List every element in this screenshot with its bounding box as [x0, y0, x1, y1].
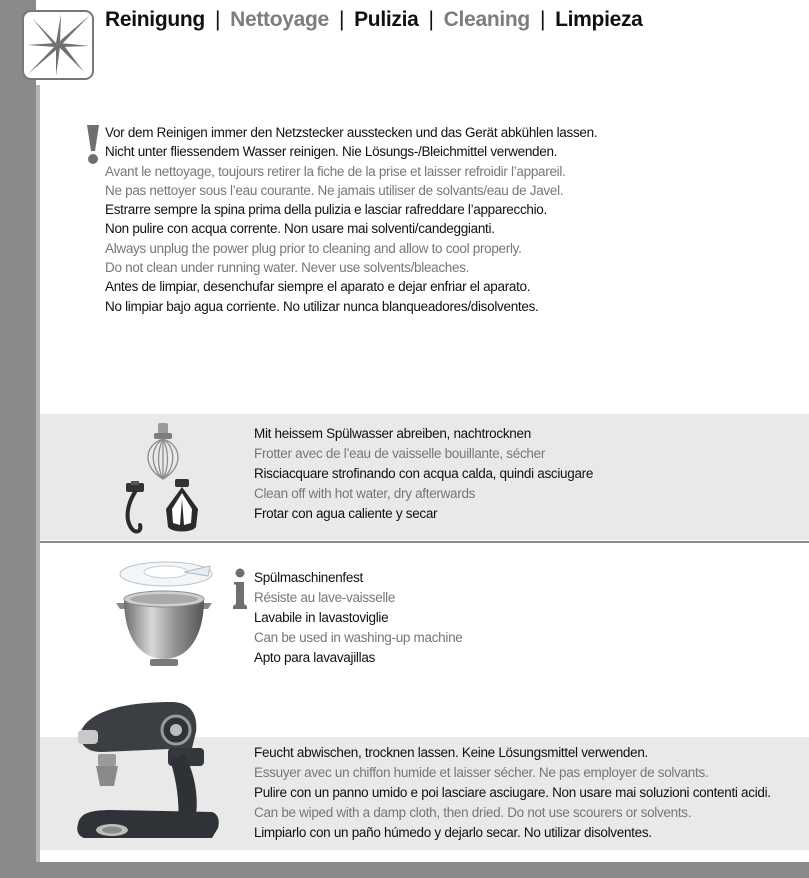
stand-mixer-image — [72, 694, 222, 859]
instruction-line: Feucht abwischen, trocknen lassen. Keine Lösungsmittel verwenden. — [254, 745, 648, 760]
flat-beater-image — [160, 479, 204, 542]
warning-line: Nicht unter fliessendem Wasser reinigen. Nie Lösungs-/Bleichmittel verwenden. — [105, 144, 558, 160]
sparkle-star-icon — [24, 12, 92, 78]
machine-body-instructions — [254, 743, 771, 843]
safety-warning-text — [105, 123, 597, 316]
instruction-line: Spülmaschinenfest — [254, 570, 363, 585]
bowl-instructions — [254, 568, 463, 668]
instruction-line: Frotar con agua caliente y secar — [254, 506, 438, 521]
warning-line: Estrarre sempre la spina prima della pulizia e lasciar rafreddare l’apparecchio. — [105, 202, 547, 218]
dough-hook-image — [118, 481, 154, 542]
title-german: Reinigung — [105, 8, 205, 31]
title-separator: | — [539, 8, 546, 31]
title-italian: Pulizia — [354, 8, 419, 31]
mixing-bowl-image — [114, 585, 214, 676]
warning-line: Do not clean under running water. Never use solvents/bleaches. — [105, 260, 470, 276]
warning-line: Vor dem Reinigen immer den Netzstecker ausstecken und das Gerät abkühlen lassen. — [105, 125, 598, 140]
title-french: Nettoyage — [230, 8, 329, 31]
info-icon — [232, 568, 248, 615]
warning-line: Non pulire con acqua corrente. Non usare mai solventi/candeggianti. — [105, 221, 495, 237]
instruction-line: Limpiarlo con un paño húmedo y dejarlo secar. No utilizar disolventes. — [254, 825, 652, 840]
instruction-line: Lavabile in lavastoviglie — [254, 610, 389, 625]
instruction-line: Can be wiped with a damp cloth, then dried. Do not use scourers or solvents. — [254, 805, 692, 820]
instruction-line: Clean off with hot water, dry afterwards — [254, 486, 476, 501]
warning-line: No limpiar bajo agua corriente. No utilizar nunca blanqueadores/disolventes. — [105, 298, 539, 314]
accessories-instructions — [254, 424, 593, 524]
instruction-line: Apto para lavavajillas — [254, 650, 375, 665]
title-spanish: Limpieza — [555, 8, 643, 31]
warning-line: Always unplug the power plug prior to cleaning and allow to cool properly. — [105, 240, 522, 256]
instruction-line: Pulire con un panno umido e poi lasciare asciugare. Non usare mai soluzioni contenti acidi. — [254, 785, 771, 800]
instruction-line: Résiste au lave-vaisselle — [254, 590, 396, 605]
warning-line: Ne pas nettoyer sous l’eau courante. Ne jamais utiliser de solvants/eau de Javel. — [105, 182, 564, 198]
title-separator: | — [428, 8, 434, 31]
warning-line: Avant le nettoyage, toujours retirer la fiche de la prise et laisser refroidir l’appareil. — [105, 163, 566, 179]
warning-line: Antes de limpiar, desenchufar siempre el aparato e dejar enfriar el aparato. — [105, 279, 531, 295]
title-separator: | — [338, 8, 345, 31]
page-title-row — [105, 8, 643, 38]
cleaning-star-logo — [22, 10, 94, 80]
exclamation-icon — [84, 124, 102, 171]
title-separator: | — [214, 8, 221, 31]
left-side-bar — [0, 0, 36, 878]
instruction-line: Essuyer avec un chiffon humide et laisser sécher. Ne pas employer de solvants. — [254, 765, 709, 780]
instruction-line: Risciacquare strofinando con acqua calda, quindi asciugare — [254, 466, 594, 481]
section-divider — [40, 541, 809, 543]
instruction-line: Mit heissem Spülwasser abreiben, nachtrocknen — [254, 426, 531, 441]
title-english: Cleaning — [443, 8, 530, 31]
bottom-band — [0, 862, 809, 878]
instruction-line: Frotter avec de l’eau de vaisselle bouillante, sécher — [254, 446, 546, 461]
instruction-line: Can be used in washing-up machine — [254, 630, 463, 645]
